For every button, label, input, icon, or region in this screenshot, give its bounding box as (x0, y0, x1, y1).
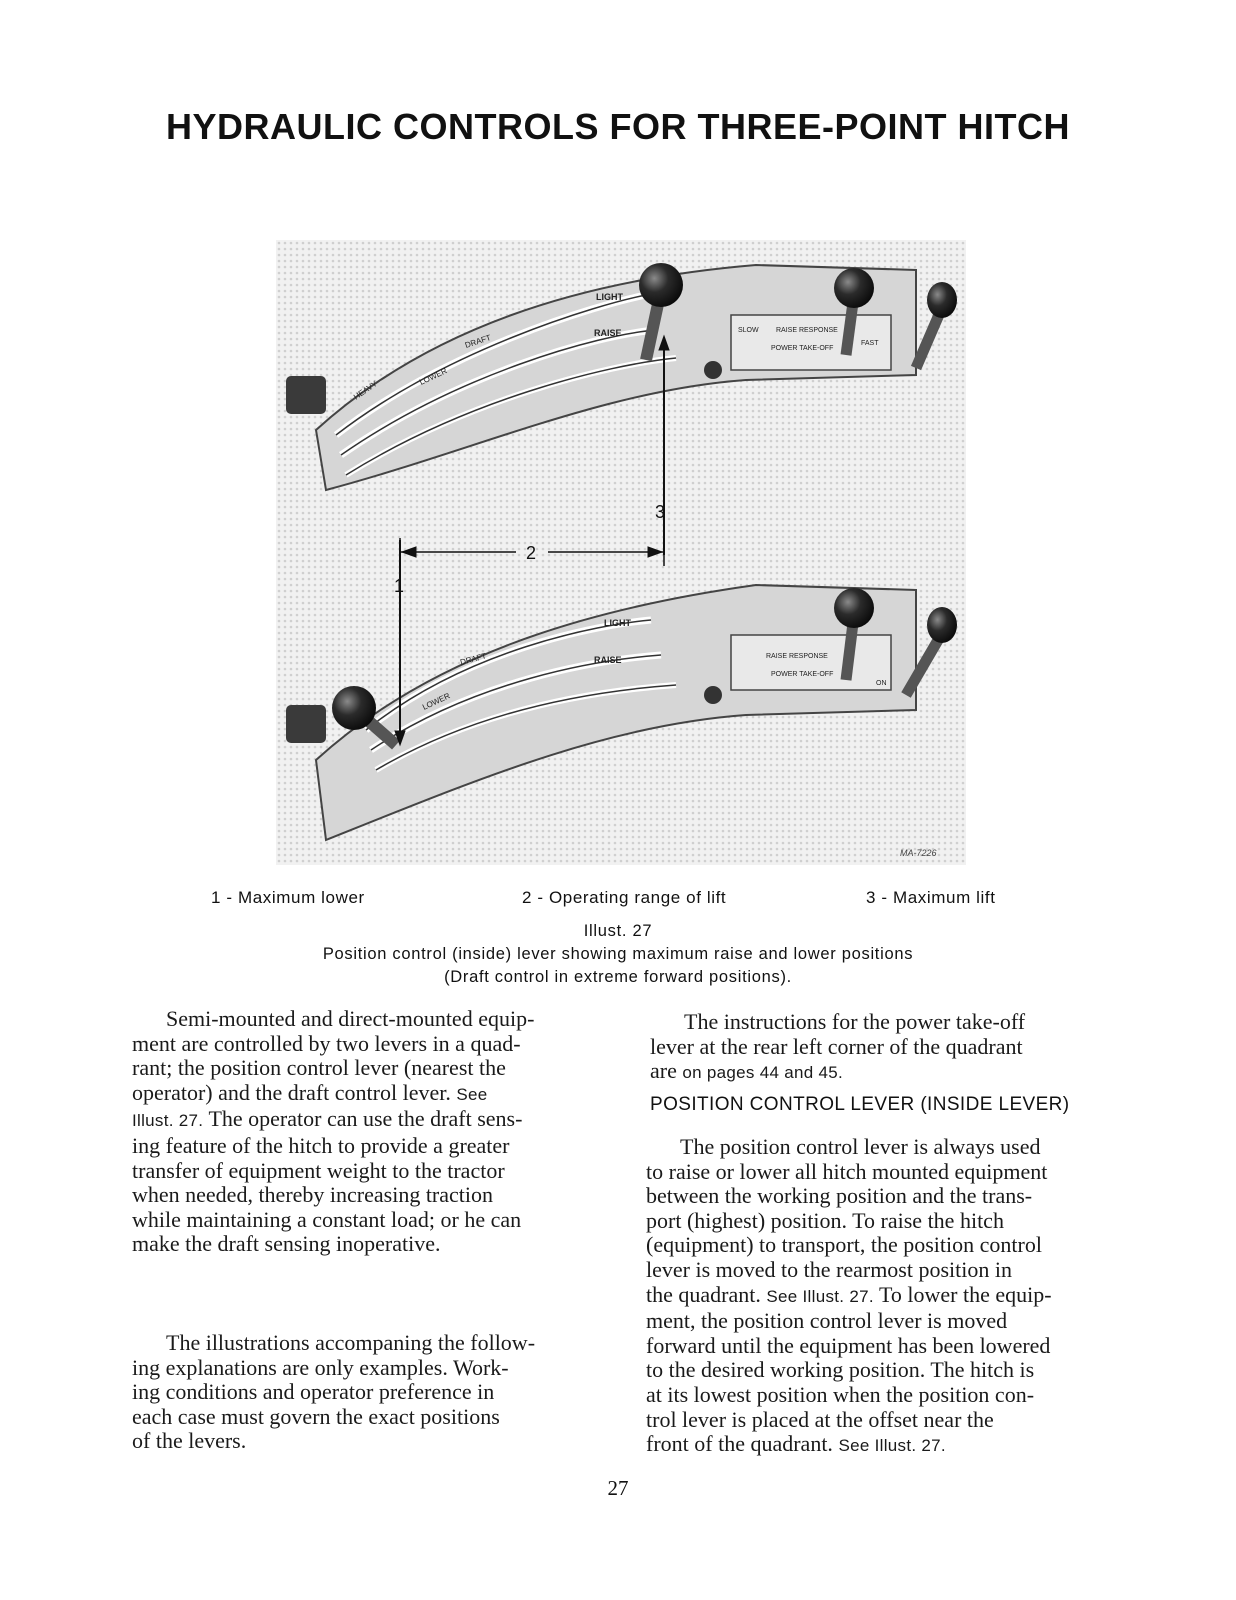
text-line: to the desired working position. The hitch is (646, 1357, 1035, 1383)
text-line: at its lowest position when the position con- (646, 1381, 1035, 1407)
text-line: Semi-mounted and direct-mounted equip- (166, 1006, 535, 1031)
illustration-reference: See Illust. 27. (838, 1436, 946, 1456)
legend-item-1: 1 - Maximum lower (211, 888, 365, 907)
label-draft: DRAFT (463, 333, 492, 350)
quadrant-diagram (276, 240, 966, 865)
lower-pto-lever-knob (927, 607, 957, 643)
text-line: (equipment) to transport, the position control (646, 1232, 1042, 1258)
page-title: HYDRAULIC CONTROLS FOR THREE-POINT HITCH (166, 106, 1070, 147)
lower-position-lever-knob (332, 686, 376, 730)
lower-draft-lever-knob (834, 588, 874, 628)
label-lower-2: LOWER (421, 691, 452, 712)
text-line: front of the quadrant. (646, 1431, 833, 1457)
text-line: are (650, 1058, 677, 1084)
text-line: when needed, thereby increasing traction (132, 1182, 494, 1208)
page-reference: on pages 44 and 45. (682, 1063, 844, 1083)
text-line: each case must govern the exact positions (132, 1403, 500, 1429)
lower-handle (286, 705, 326, 743)
text-line: ing explanations are only examples. Work- (132, 1354, 509, 1380)
label-raise: RAISE (594, 328, 622, 338)
text-line: To lower the equip- (878, 1281, 1052, 1307)
label-on: ON (876, 680, 887, 687)
text-line: rant; the position control lever (nearest the (132, 1055, 506, 1081)
text-line: lever is moved to the rearmost position in (646, 1256, 1012, 1282)
label-raise-response: RAISE RESPONSE (776, 327, 838, 334)
label-raise-2: RAISE (594, 655, 622, 665)
upper-handle (286, 376, 326, 414)
text-line: ing conditions and operator preference in (132, 1379, 495, 1405)
left-column (132, 1007, 632, 1257)
left-paragraph-1 (132, 1007, 632, 1257)
text-line: forward until the equipment has been lowered (646, 1332, 1051, 1358)
callout-3: 3 (655, 502, 666, 522)
figure-illustration (276, 240, 966, 865)
text-line: The operator can use the draft sens- (208, 1106, 523, 1132)
text-line: transfer of equipment weight to the tractor (132, 1157, 505, 1183)
text-line: The instructions for the power take-off (684, 1009, 1026, 1034)
lower-stop-knob (704, 686, 722, 704)
upper-stop-knob (704, 361, 722, 379)
right-paragraph-1 (650, 1010, 1150, 1086)
text-line: while maintaining a constant load; or he can (132, 1206, 522, 1232)
text-line: trol lever is placed at the offset near the (646, 1406, 994, 1432)
text-line: The position control lever is always used (680, 1134, 1041, 1159)
label-power-take-off-2: POWER TAKE-OFF (771, 671, 834, 678)
label-lower: LOWER (418, 366, 449, 387)
legend-item-2: 2 - Operating range of lift (522, 888, 727, 907)
text-line: to raise or lower all hitch mounted equipment (646, 1158, 1048, 1184)
upper-draft-lever-knob (834, 268, 874, 308)
text-line: ment, the position control lever is moved (646, 1308, 1008, 1334)
legend-item-3: 3 - Maximum lift (866, 888, 996, 907)
figure-code: MA-7226 (900, 848, 937, 858)
section-heading: POSITION CONTROL LEVER (INSIDE LEVER) (650, 1094, 1070, 1115)
label-power-take-off: POWER TAKE-OFF (771, 345, 834, 352)
text-line: The illustrations accompaning the follow- (166, 1330, 536, 1355)
label-fast: FAST (861, 340, 879, 347)
text-line: the quadrant. (646, 1281, 761, 1307)
left-paragraph-2 (132, 1331, 632, 1454)
text-line: operator) and the draft control lever. (132, 1079, 451, 1105)
label-light-2: LIGHT (604, 618, 631, 628)
text-line: port (highest) position. To raise the hitch (646, 1207, 1004, 1233)
text-line: lever at the rear left corner of the quadrant (650, 1033, 1023, 1059)
text-line: between the working position and the trans- (646, 1183, 1033, 1209)
text-line: of the levers. (132, 1428, 247, 1454)
illustration-reference: See Illust. 27. (766, 1286, 874, 1306)
upper-position-lever-knob (639, 263, 683, 307)
illustration-reference: See (456, 1084, 488, 1104)
label-raise-response-2: RAISE RESPONSE (766, 653, 828, 660)
callout-1: 1 (394, 576, 405, 596)
label-draft-2: DRAFT (459, 651, 488, 667)
caption-line-2: (Draft control in extreme forward positions). (444, 968, 792, 986)
label-heavy: HEAVY (351, 379, 379, 402)
upper-pto-lever-knob (927, 282, 957, 318)
text-line: ment are controlled by two levers in a quad- (132, 1030, 521, 1056)
illustration-reference: Illust. 27. (132, 1111, 204, 1131)
label-slow: SLOW (738, 327, 759, 334)
text-line: make the draft sensing inoperative. (132, 1231, 441, 1257)
label-light: LIGHT (596, 292, 623, 302)
text-line: ing feature of the hitch to provide a greater (132, 1132, 510, 1158)
caption-line-1: Position control (inside) lever showing maximum raise and lower positions (322, 945, 914, 963)
callout-2: 2 (526, 543, 537, 563)
right-paragraph-2 (646, 1135, 1166, 1459)
caption-number: Illust. 27 (583, 922, 653, 940)
page-number: 27 (607, 1476, 629, 1500)
